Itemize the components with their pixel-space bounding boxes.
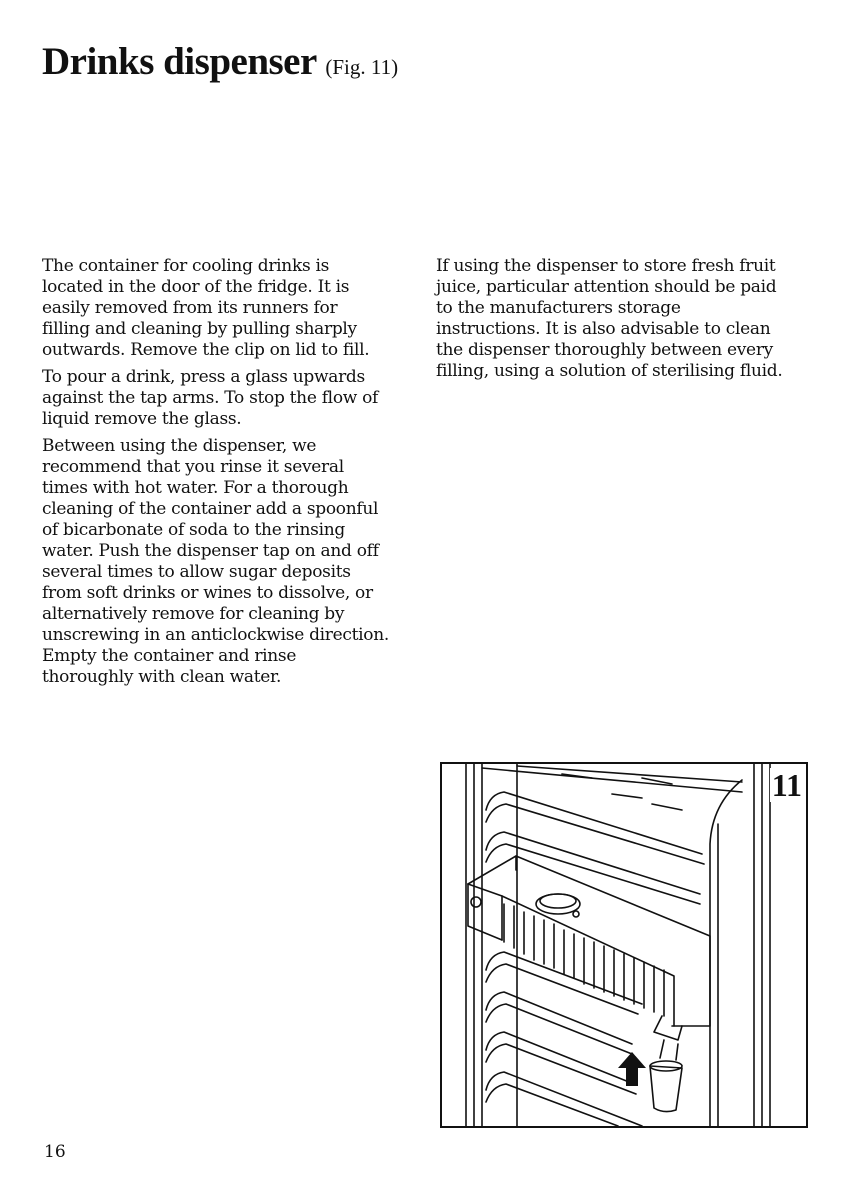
- text-line: to the manufacturers storage: [436, 298, 681, 318]
- text-line: liquid remove the glass.: [42, 409, 242, 429]
- text-line: located in the door of the fridge. It is: [42, 277, 350, 297]
- text-line: juice, particular attention should be paid: [436, 277, 777, 297]
- text-line: cleaning of the container add a spoonful: [42, 499, 379, 519]
- text-line: Between using the dispenser, we: [42, 436, 317, 456]
- text-line: of bicarbonate of soda to the rinsing: [42, 520, 345, 540]
- text-line: To pour a drink, press a glass upwards: [42, 367, 365, 387]
- text-line: times with hot water. For a thorough: [42, 478, 349, 498]
- text-line: from soft drinks or wines to dissolve, or: [42, 583, 373, 603]
- paragraph-cleaning: [42, 436, 412, 688]
- text-line: instructions. It is also advisable to clean: [436, 319, 771, 339]
- paragraph-container-location: [42, 256, 412, 361]
- right-text-column: [436, 256, 816, 388]
- text-line: recommend that you rinse it several: [42, 457, 344, 477]
- text-line: unscrewing in an anticlockwise direction.: [42, 625, 389, 645]
- text-line: Empty the container and rinse: [42, 646, 297, 666]
- title-main: Drinks dispenser: [42, 40, 317, 83]
- paragraph-pouring: [42, 367, 412, 430]
- text-line: water. Push the dispenser tap on and off: [42, 541, 379, 561]
- text-line: several times to allow sugar deposits: [42, 562, 351, 582]
- page-title: [42, 38, 398, 91]
- left-text-column: [42, 256, 412, 694]
- paragraph-fruit-juice: [436, 256, 816, 382]
- text-line: filling, using a solution of sterilising fluid.: [436, 361, 783, 381]
- fridge-door-drinks-dispenser-illustration-icon: [442, 764, 806, 1126]
- figure-11: [440, 762, 808, 1128]
- text-line: alternatively remove for cleaning by: [42, 604, 345, 624]
- text-line: thoroughly with clean water.: [42, 667, 282, 687]
- text-line: If using the dispenser to store fresh fruit: [436, 256, 776, 276]
- text-line: against the tap arms. To stop the flow of: [42, 388, 379, 408]
- text-line: outwards. Remove the clip on lid to fill.: [42, 340, 370, 360]
- page-number: 16: [44, 1142, 66, 1162]
- text-line: easily removed from its runners for: [42, 298, 338, 318]
- text-line: The container for cooling drinks is: [42, 256, 330, 276]
- text-line: filling and cleaning by pulling sharply: [42, 319, 357, 339]
- text-line: the dispenser thoroughly between every: [436, 340, 773, 360]
- figure-reference: (Fig. 11): [325, 55, 399, 79]
- figure-number: 11: [771, 767, 802, 803]
